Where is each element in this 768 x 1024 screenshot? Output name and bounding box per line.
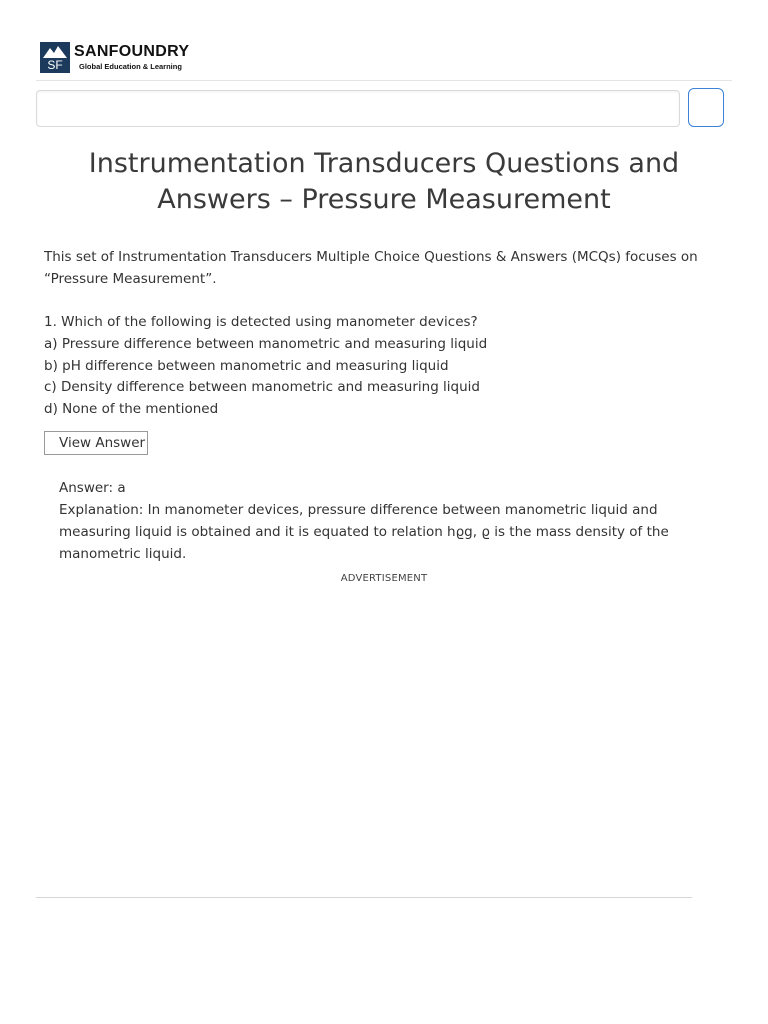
logo-mark: SF	[47, 58, 63, 72]
search-button[interactable]	[688, 88, 724, 127]
divider	[36, 897, 692, 898]
page-title: Instrumentation Transducers Questions and Answers – Pressure Measurement	[88, 148, 680, 215]
explanation-text: Explanation: In manometer devices, pressure difference between manometric liquid and measuring liquid is obtained and it is equated to relation hϱg, ϱ is the mass density of the manometric liquid.	[59, 502, 669, 562]
question-block	[44, 312, 704, 421]
advertisement-label: ADVERTISEMENT	[340, 573, 428, 584]
site-name[interactable]: SANFOUNDRY	[74, 43, 190, 60]
option-c: c) Density difference between manometric and measuring liquid	[44, 379, 481, 396]
view-answer-button[interactable]: View Answer	[44, 431, 148, 455]
answer-block	[59, 477, 724, 565]
site-header	[36, 40, 732, 81]
mountain-logo-icon	[43, 46, 67, 58]
site-tagline: Global Education & Learning	[79, 62, 182, 71]
option-a: a) Pressure difference between manometric and measuring liquid	[44, 335, 488, 352]
option-d: d) None of the mentioned	[44, 401, 219, 418]
question-text: 1. Which of the following is detected using manometer devices?	[44, 314, 478, 330]
intro-paragraph: This set of Instrumentation Transducers Multiple Choice Questions & Answers (MCQs) focuses on “Pressure Measurement”.	[44, 249, 698, 287]
answer-text: Answer: a	[59, 480, 126, 496]
search-input[interactable]	[36, 90, 680, 127]
option-b: b) pH difference between manometric and measuring liquid	[44, 357, 449, 374]
sanfoundry-logo[interactable]	[40, 42, 70, 73]
